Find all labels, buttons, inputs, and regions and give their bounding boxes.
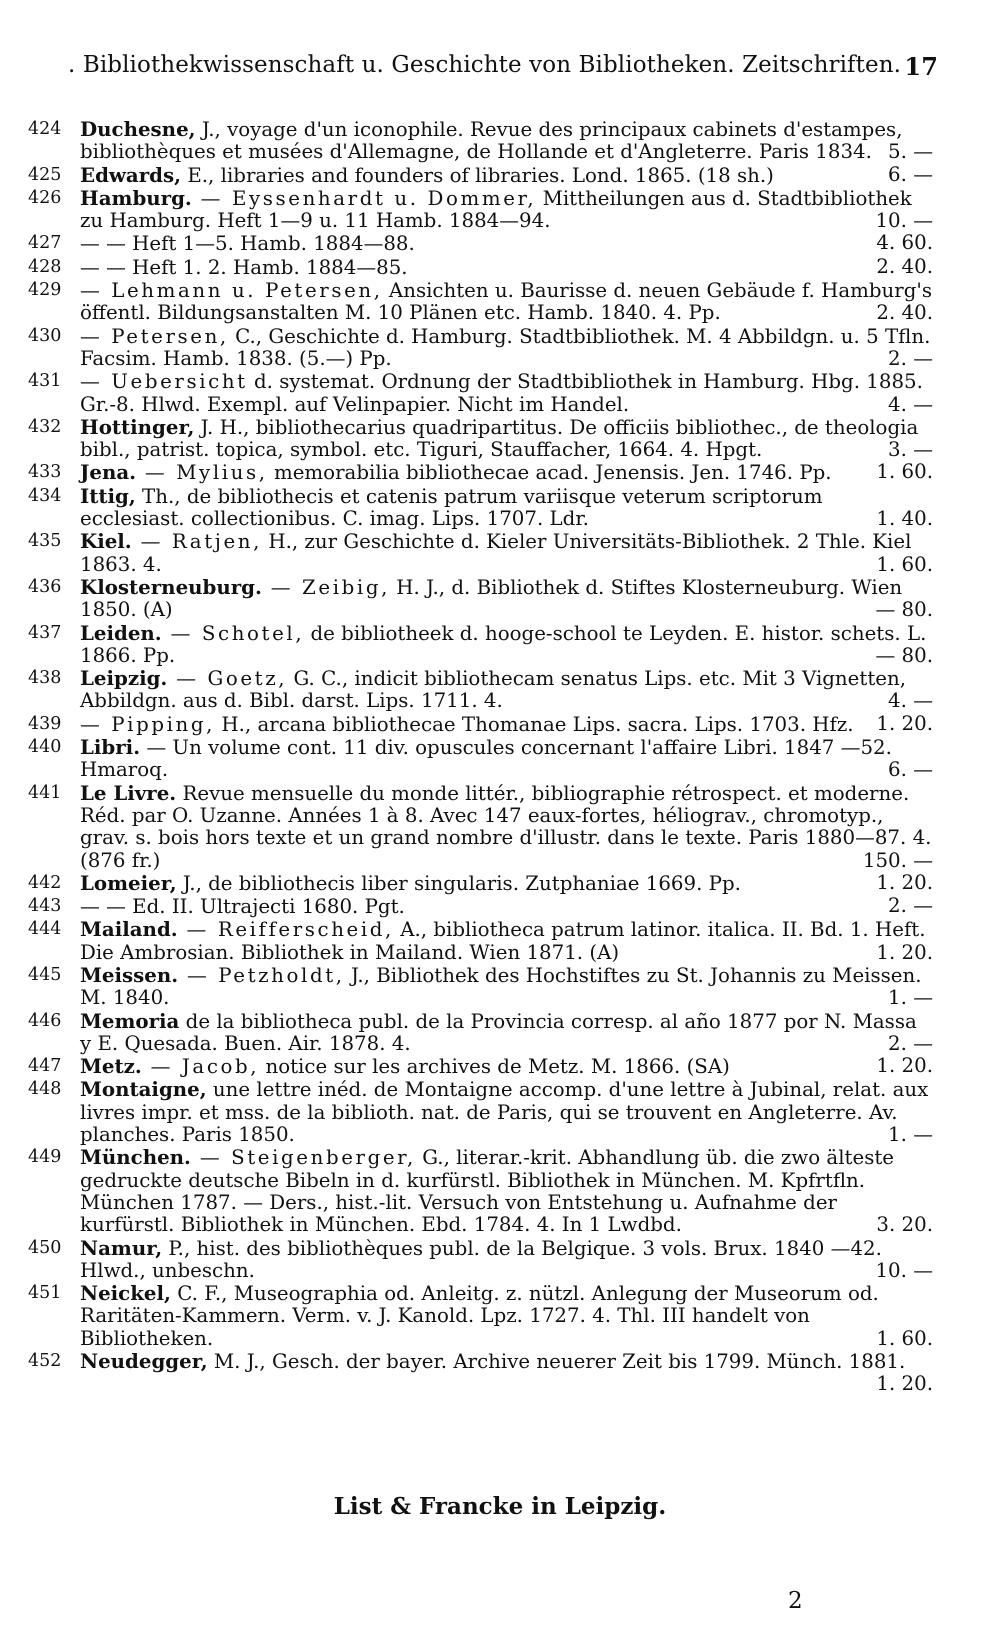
entry-description: J., Bibliothek des Hochstiftes zu St. Johannis zu Meissen. M. 1840. [80, 963, 922, 1010]
entry-number: 424 [28, 119, 62, 139]
entry-number: 443 [28, 896, 62, 917]
entry-number: 450 [28, 1237, 62, 1258]
entry-number: 445 [28, 964, 62, 985]
entry-number: 442 [28, 872, 62, 893]
entry-number: 439 [28, 713, 62, 734]
entry-heading: Memoria [80, 1008, 180, 1033]
entry-number: 449 [28, 1147, 62, 1168]
entry-price: 2. 40. [876, 254, 933, 278]
entry-price: 4. 60. [876, 231, 933, 255]
entry-author: — Lehmann u. Petersen, [80, 279, 383, 303]
entry-heading: Neickel, [80, 1281, 171, 1306]
entry-price: 10. — [875, 209, 933, 233]
entry-description: d. systemat. Ordnung der Stadtbibliothek in Hamburg. Hbg. 1885. Gr.-8. Hlwd. Exempl. auf Velinpapier. Nicht im Handel. [80, 370, 923, 416]
catalog-entry [28, 1237, 933, 1283]
entry-number: 447 [28, 1056, 62, 1077]
catalog-entry [28, 164, 933, 187]
catalog-entry [28, 530, 933, 576]
entry-heading: Klosterneuburg. [80, 574, 262, 599]
catalog-entry [28, 118, 933, 164]
catalog-entry [28, 370, 933, 416]
entry-number: 448 [28, 1079, 62, 1100]
entry-price: 1. 60. [876, 1326, 933, 1350]
entry-number: 429 [28, 280, 62, 301]
entry-author: — Steigenberger, [190, 1146, 416, 1170]
entry-author: — Zeibig, [261, 575, 390, 599]
entry-price: 3. — [888, 438, 933, 462]
catalog-entry [28, 736, 933, 782]
entry-heading: Meissen. [80, 962, 179, 987]
entry-price: 1. 60. [876, 460, 933, 484]
entry-author: — Pipping, [80, 712, 216, 736]
entry-price: 10. — [875, 1258, 933, 1282]
entry-price: 1. 60. [876, 552, 933, 576]
entry-heading: Leipzig. [80, 666, 168, 691]
entry-description: G. C., indicit bibliothecam senatus Lips. etc. Mit 3 Vignetten, Abbildgn. aus d. Bibl. darst. Lips. 1711. 4. [80, 667, 907, 713]
entry-author: — Eyssenhardt u. Dommer, [191, 186, 537, 210]
catalog-entry [28, 485, 933, 531]
entry-author: — Mylius, [136, 461, 268, 485]
entry-description: A., bibliotheca patrum latinor. italica. II. Bd. 1. Heft. Die Ambrosian. Bibliothek in Mailand. Wien 1871. (A) [80, 918, 926, 964]
entry-number: 432 [28, 416, 62, 437]
entry-author: — Petersen, [80, 324, 229, 348]
entry-price: — 80. [875, 598, 933, 622]
entry-price: 2. 40. [876, 301, 933, 325]
entry-heading: Ittig, [80, 483, 136, 508]
entry-description: C., Geschichte d. Hamburg. Stadtbibliothek. M. 4 Abbildgn. u. 5 Tfln. Facsim. Hamb. 1838. (5.—) Pp. [80, 324, 931, 370]
entry-description: — Un volume cont. 11 div. opuscules concernant l'affaire Libri. 1847 —52. Hmaroq. [80, 736, 892, 782]
catalog-entries [28, 118, 933, 1396]
entry-description: Revue mensuelle du monde littér., bibliographie rétrospect. et moderne. Réd. par O. Uzanne. Années 1 à 8. Avec 147 eaux-fortes, héliograv., chromotyp., grav. s. bois hors texte et un grand nombre d'illustr. dans le texte. Paris 1880—87. 4. (876 fr.) [80, 781, 932, 872]
catalog-entry [28, 1350, 933, 1396]
entry-number: 426 [28, 187, 62, 208]
entry-price: 4. — [888, 689, 933, 713]
entry-author: — Jacob, [141, 1055, 260, 1079]
entry-number: 427 [28, 233, 62, 254]
page-number: 17 [904, 52, 938, 81]
entry-description: — — Heft 1—5. Hamb. 1884—88. [80, 232, 415, 256]
entry-price: 1. 20. [876, 870, 933, 894]
entry-heading: Le Livre. [80, 780, 177, 805]
entry-number: 436 [28, 576, 62, 597]
catalog-entry [28, 416, 933, 462]
publisher-footer: List & Francke in Leipzig. [333, 1493, 667, 1520]
entry-price: 1. 20. [876, 940, 933, 964]
entry-number: 431 [28, 371, 62, 392]
catalog-entry [28, 1055, 933, 1078]
catalog-entry [28, 461, 933, 484]
catalog-entry [28, 576, 933, 622]
catalog-entry [28, 279, 933, 325]
entry-heading: Montaigne, [80, 1077, 207, 1102]
entry-number: 451 [28, 1283, 62, 1304]
entry-heading: Metz. [80, 1054, 142, 1079]
entry-price: 1. 20. [876, 711, 933, 735]
entry-description: memorabilia bibliothecae acad. Jenensis. Jen. 1746. Pp. [267, 461, 832, 485]
entry-author: — Uebersicht [80, 370, 248, 394]
entry-description: J. H., bibliothecarius quadripartitus. De officiis bibliothec., de theologia bibl., patrist. topica, symbol. etc. Tiguri, Stauffacher, 1664. 4. Hpgt. [80, 415, 919, 462]
entry-description: Th., de bibliothecis et catenis patrum variisque veterum scriptorum ecclesiast. collectionibus. C. imag. Lips. 1707. Ldr. [80, 484, 823, 531]
catalog-entry [28, 1078, 933, 1146]
entry-number: 428 [28, 256, 62, 277]
catalog-entry [28, 1010, 933, 1056]
entry-description: H. J., d. Bibliothek d. Stiftes Klosterneuburg. Wien 1850. (A) [80, 575, 903, 622]
entry-description: — — Ed. II. Ultrajecti 1680. Pgt. [80, 895, 405, 919]
entry-heading: Libri. [80, 735, 141, 760]
catalog-entry [28, 1146, 933, 1236]
entry-number: 444 [28, 919, 62, 940]
entry-heading: Neudegger, [80, 1349, 208, 1374]
entry-heading: Jena. [80, 460, 137, 485]
entry-heading: Hottinger, [80, 414, 195, 439]
entry-price: 150. — [862, 848, 933, 872]
entry-description: C. F., Museographia od. Anleitg. z. nützl. Anlegung der Museorum od. Raritäten-Kammern. Verm. v. J. Kanold. Lpz. 1727. 4. Thl. III handelt von Bibliotheken. [80, 1282, 879, 1350]
entry-price: 1. — [888, 1123, 933, 1147]
entry-description: Ansichten u. Baurisse d. neuen Gebäude f. Hamburg's öffentl. Bildungsanstalten M. 10 Plänen etc. Hamb. 1840. 4. Pp. [80, 279, 933, 325]
entry-price: 6. — [888, 758, 933, 782]
header-title: . Bibliothekwissenschaft u. Geschichte von Bibliotheken. Zeitschriften. [68, 52, 902, 78]
entry-number: 434 [28, 485, 62, 506]
entry-description: P., hist. des bibliothèques publ. de la Belgique. 3 vols. Brux. 1840 —42. Hlwd., unbeschn. [80, 1236, 882, 1282]
entry-heading: Edwards, [80, 162, 182, 187]
entry-description: une lettre inéd. de Montaigne accomp. d'une lettre à Jubinal, relat. aux livres impr. et mss. de la biblioth. nat. de Paris, qui se trouvent en Angleterre. Av. planches. Paris 1850. [80, 1078, 929, 1147]
entry-number: 437 [28, 622, 62, 643]
catalog-entry [28, 256, 933, 279]
catalog-entry [28, 325, 933, 371]
entry-number: 430 [28, 325, 62, 346]
entry-description: M. J., Gesch. der bayer. Archive neuerer Zeit bis 1799. Münch. 1881. [207, 1350, 906, 1374]
entry-price: 2. — [888, 346, 933, 370]
entry-author: — Reifferscheid, [177, 918, 394, 942]
catalog-entry [28, 782, 933, 872]
entry-description: de la bibliotheca publ. de la Provincia corresp. al año 1877 por N. Massa y E. Quesada. Buen. Air. 1878. 4. [80, 1009, 917, 1055]
entry-price: 3. 20. [876, 1213, 933, 1237]
entry-price: 1. 40. [876, 507, 933, 531]
entry-description: E., libraries and founders of libraries. Lond. 1865. (18 sh.) [181, 163, 774, 187]
catalog-entry [28, 964, 933, 1010]
entry-number: 441 [28, 782, 62, 803]
entry-number: 433 [28, 462, 62, 483]
entry-price: 2. — [888, 894, 933, 918]
catalog-entry [28, 667, 933, 713]
entry-price: 1. — [888, 986, 933, 1010]
entry-description: H., arcana bibliothecae Thomanae Lips. sacra. Lips. 1703. Hfz. [215, 712, 854, 736]
entry-description: J., voyage d'un iconophile. Revue des principaux cabinets d'estampes, bibliothèques et musées d'Allemagne, de Hollande et d'Angleterre. Paris 1834. [80, 118, 903, 164]
entry-description: G., literar.-krit. Abhandlung üb. die zwo älteste gedruckte deutsche Bibeln in d. kurfürstl. Bibliothek in München. M. Kpfrtfln. München 1787. — Ders., hist.-lit. Versuch von Entstehung u. Aufnahme der kurfürstl. Bibliothek in München. Ebd. 1784. 4. In 1 Lwdbd. [80, 1146, 895, 1237]
entry-author: — Petzholdt, [178, 963, 345, 987]
entry-price: 6. — [888, 162, 933, 186]
entry-heading: Leiden. [80, 620, 162, 645]
entry-number: 425 [28, 164, 62, 185]
entry-heading: Duchesne, [80, 117, 196, 141]
entry-heading: München. [80, 1145, 191, 1170]
catalog-entry [28, 1282, 933, 1350]
entry-number: 452 [28, 1351, 62, 1372]
entry-price: 1. 20. [876, 1372, 933, 1396]
entry-heading: Mailand. [80, 917, 178, 942]
entry-author: — Goetz, [167, 667, 288, 691]
catalog-entry [28, 872, 933, 895]
catalog-entry [28, 713, 933, 736]
entry-price: 5. — [888, 140, 933, 164]
signature-mark: 2 [788, 1588, 803, 1614]
entry-number: 440 [28, 737, 62, 758]
catalog-entry [28, 232, 933, 255]
entry-description: de bibliotheek d. hooge-school te Leyden. E. histor. schets. L. 1866. Pp. [80, 621, 927, 667]
catalog-entry [28, 895, 933, 918]
entry-number: 438 [28, 668, 62, 689]
entry-description: — — Heft 1. 2. Hamb. 1884—85. [80, 255, 408, 279]
catalog-entry [28, 918, 933, 964]
catalog-entry [28, 187, 933, 233]
entry-price: 2. — [888, 1031, 933, 1055]
entry-price: — 80. [875, 643, 933, 667]
catalog-entry [28, 622, 933, 668]
entry-description: H., zur Geschichte d. Kieler Universitäts-Bibliothek. 2 Thle. Kiel 1863. 4. [80, 530, 912, 576]
entry-heading: Hamburg. [80, 185, 192, 210]
entry-number: 435 [28, 531, 62, 552]
entry-price: 4. — [888, 392, 933, 416]
entry-number: 446 [28, 1010, 62, 1031]
entry-description: J., de bibliothecis liber singularis. Zutphaniae 1669. Pp. [176, 871, 741, 895]
entry-description: Mittheilungen aus d. Stadtbibliothek zu Hamburg. Heft 1—9 u. 11 Hamb. 1884—94. [80, 186, 912, 233]
entry-description: notice sur les archives de Metz. M. 1866. (SA) [259, 1055, 730, 1079]
entry-heading: Lomeier, [80, 870, 177, 895]
entry-heading: Kiel. [80, 529, 132, 554]
entry-heading: Namur, [80, 1235, 163, 1260]
entry-author: — Ratjen, [131, 530, 263, 554]
running-header [68, 52, 938, 88]
entry-price: 1. 20. [876, 1054, 933, 1078]
entry-author: — Schotel, [161, 621, 305, 645]
